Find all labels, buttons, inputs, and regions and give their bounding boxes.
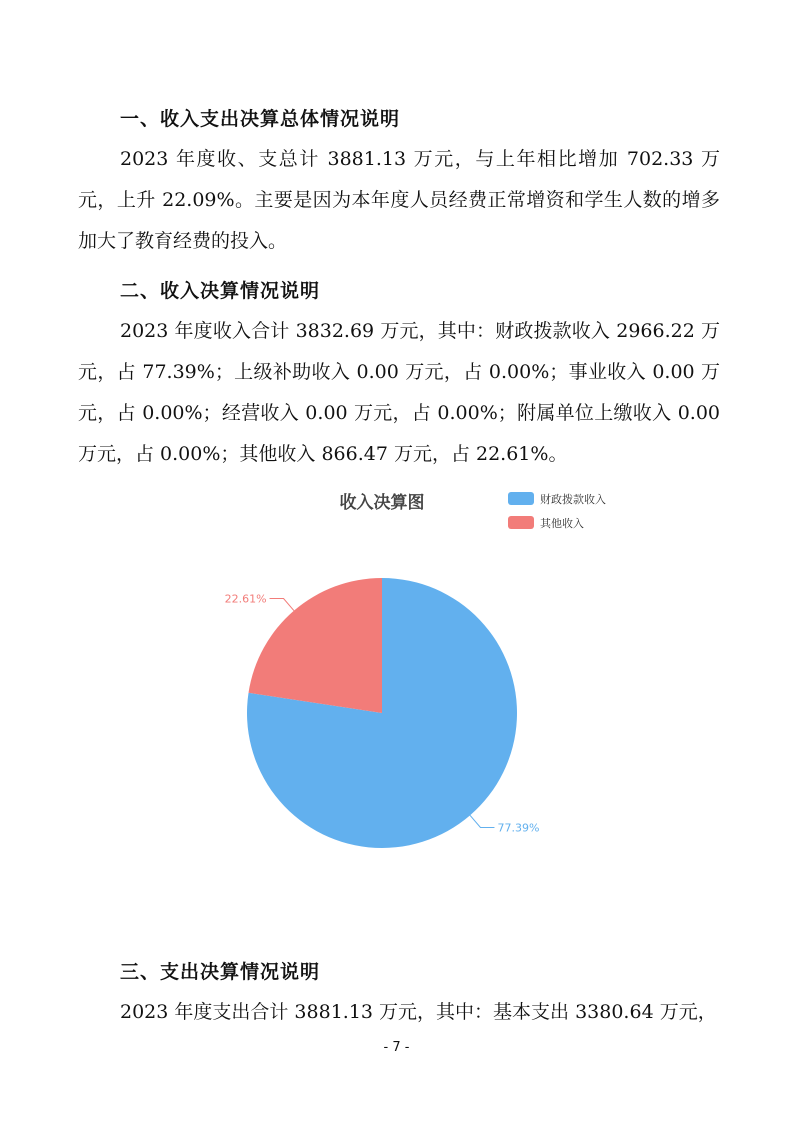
pie-label-0: 77.39%	[497, 821, 540, 835]
pie-slice-1	[249, 578, 382, 713]
legend-label-0: 财政拨款收入	[540, 493, 606, 506]
section-3-heading: 三、支出决算情况说明	[120, 961, 321, 983]
income-pie-chart	[160, 478, 630, 878]
pie-label-1: 22.61%	[224, 592, 267, 606]
legend-label-1: 其他收入	[540, 517, 584, 530]
legend-swatch-1	[508, 516, 534, 529]
section-1-paragraph: 2023 年度收、支总计 3881.13 万元，与上年相比增加 702.33 万元，上升 22.09%。主要是因为本年度人员经费正常增资和学生人数的增多加大了教育经费的投入。	[78, 148, 720, 252]
pie-slices	[247, 578, 517, 848]
chart-legend	[508, 492, 606, 530]
pie-leader-line-0	[470, 815, 494, 827]
section-2-paragraph: 2023 年度收入合计 3832.69 万元，其中：财政拨款收入 2966.22 万元，占 77.39%；上级补助收入 0.00 万元，占 0.00%；事业收入 0.00 万元，占 0.00%；经营收入 0.00 万元，占 0.00%；附属单位上缴收入 0.00 万元，占 0.00%；其他收入 866.47 万元，占 22.61%。	[78, 320, 720, 465]
chart-title: 收入决算图	[339, 493, 425, 513]
section-1-heading: 一、收入支出决算总体情况说明	[120, 108, 401, 130]
section-2-heading: 二、收入决算情况说明	[120, 280, 321, 302]
pie-leader-line-1	[270, 599, 294, 611]
legend-swatch-0	[508, 492, 534, 505]
page-number: - 7 -	[383, 1040, 410, 1055]
section-3-paragraph: 2023 年度支出合计 3881.13 万元，其中：基本支出 3380.64 万元，	[120, 1001, 717, 1023]
